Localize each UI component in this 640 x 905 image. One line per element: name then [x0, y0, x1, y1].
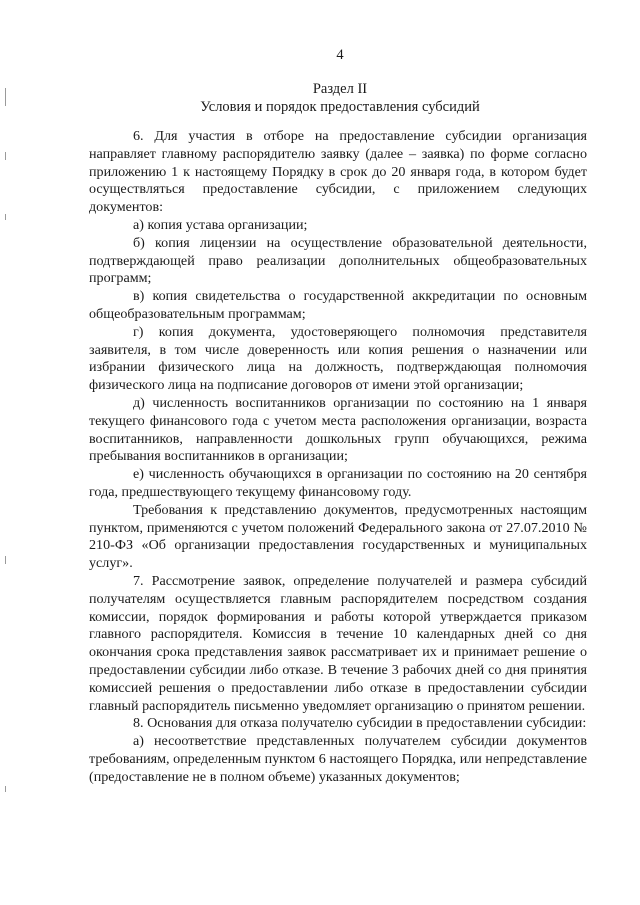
paragraph-item-a: а) копия устава организации; [133, 216, 308, 233]
page-number: 4 [336, 47, 344, 63]
paragraph-clause-8-item-a: а) несоответствие представленных получателем субсидии документов требованиям, определенным пунктом 6 настоящего Порядка, или непредставление (предоставление не в полном объеме) указанных документов; [89, 733, 587, 785]
section-subtitle: Условия и порядок предоставления субсидий [200, 99, 480, 115]
scan-artifact [5, 786, 6, 792]
paragraph-item-v: в) копия свидетельства о государственной аккредитации по основным общеобразовательным программам; [89, 288, 587, 322]
paragraph-item-g: г) копия документа, удостоверяющего полномочия представителя заявителя, в том числе доверенность или копия решения о назначении или избрании физического лица на должность, подтверждающая полномочия физического лица на подписание договоров от имени этой организации; [89, 323, 587, 394]
paragraph-item-e: е) численность обучающихся в организации по состоянию на 20 сентября года, предшествующего текущему финансовому году. [89, 466, 587, 500]
paragraph-clause-6: 6. Для участия в отборе на предоставление субсидии организация направляет главному распорядителю заявку (далее – заявка) по форме согласно приложению 1 к настоящему Порядку в срок до 20 января года, в котором будет осуществляться предоставление субсидии, с приложением следующих документов: [89, 128, 587, 216]
document-body [89, 128, 587, 786]
scan-artifact [5, 152, 6, 160]
paragraph-clause-7: 7. Рассмотрение заявок, определение получателей и размера субсидий получателям осуществляется главным распорядителем посредством создания комиссии, порядок формирования и работы которой утверждается приказом главного распорядителя. Комиссия в течение 10 календарных дней со дня окончания срока представления заявок рассматривает их и принимает решение о предоставлении субсидии либо отказе. В течение 3 рабочих дней со дня принятия комиссией решения о предоставлении либо отказе в предоставлении субсидии главный распорядитель письменно уведомляет организацию о принятом решении. [89, 572, 587, 714]
paragraph-requirements: Требования к представлению документов, предусмотренных настоящим пунктом, применяются с учетом положений Федерального закона от 27.07.2010 № 210-ФЗ «Об организации предоставления государственных и муниципальных услуг». [89, 501, 587, 572]
scan-artifact [5, 556, 6, 564]
section-title: Раздел II [312, 81, 368, 97]
paragraph-item-d: д) численность воспитанников организации по состоянию на 1 января текущего финансового года с учетом места расположения организации, возраста воспитанников, направленности дошкольных групп обучающихся, режима пребывания воспитанников в организации; [89, 394, 587, 465]
paragraph-clause-8: 8. Основания для отказа получателю субсидии в предоставлении субсидии: [133, 715, 587, 732]
scan-artifact [5, 214, 6, 220]
paragraph-item-b: б) копия лицензии на осуществление образовательной деятельности, подтверждающей право реализации дополнительных общеобразовательных программ; [89, 234, 587, 287]
